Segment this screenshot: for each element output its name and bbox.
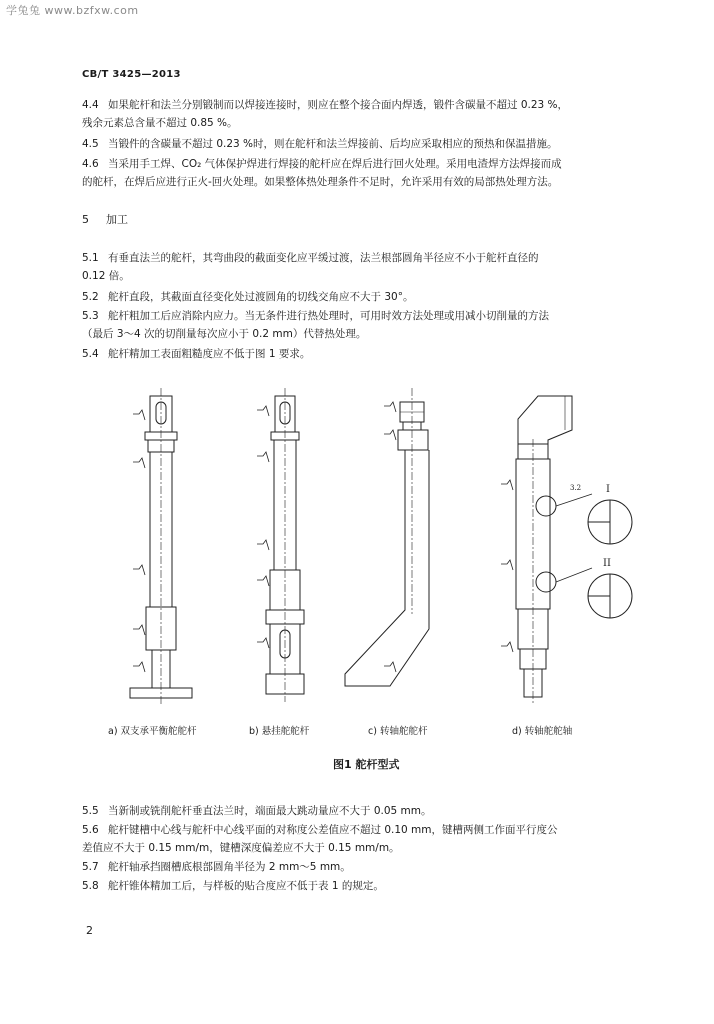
clause-text-cont: （最后 3～4 次的切削量每次应小于 0.2 mm）代替热处理。 [82, 327, 367, 340]
clause-text-cont: 的舵杆，在焊后应进行正火-回火处理。如果整体热处理条件不足时，允许采用有效的局部热处理方法。 [82, 175, 559, 188]
watermark: 学兔兔 www.bzfxw.com [6, 4, 139, 17]
clause-number: 5.6 [82, 824, 99, 836]
clause-5-7 [82, 859, 647, 877]
clause-text-cont: 差值应不大于 0.15 mm/m，键槽深度偏差应不大于 0.15 mm/m。 [82, 841, 400, 854]
stock-c-drawing [345, 388, 429, 686]
clause-5-5 [82, 803, 647, 821]
clause-text: 有垂直法兰的舵杆，其弯曲段的截面变化应平缓过渡，法兰根部圆角半径应不小于舵杆直径的 [108, 252, 539, 264]
clause-text: 当锻件的含碳量不超过 0.23 %时，则在舵杆和法兰焊接前、后均应采取相应的预热和保温措施。 [108, 138, 558, 150]
clause-5-1 [82, 250, 647, 285]
caption-c: c) 转轴舵舵杆 [368, 726, 428, 737]
clause-number: 5.4 [82, 348, 99, 360]
clause-text: 舵杆轴承挡圈槽底根部圆角半径为 2 mm～5 mm。 [108, 861, 351, 873]
clause-5-3 [82, 308, 647, 343]
clause-number: 5.3 [82, 310, 99, 322]
clause-text: 如果舵杆和法兰分别锻制而以焊接连接时，则应在整个接合面内焊透，锻件含碳量不超过 0.23 %， [108, 99, 569, 111]
caption-b: b) 悬挂舵舵杆 [249, 726, 310, 737]
clause-4-4 [82, 97, 647, 132]
stock-b-drawing [257, 388, 304, 702]
figure-rudder-stocks [100, 384, 660, 714]
stock-a-drawing [130, 388, 192, 704]
roughness-value: 3.2 [570, 484, 582, 492]
caption-a: a) 双支承平衡舵舵杆 [108, 726, 197, 737]
clause-number: 5.2 [82, 291, 99, 303]
clause-text: 舵杆锥体精加工后，与样板的贴合度应不低于表 1 的规定。 [108, 880, 384, 892]
clause-5-2 [82, 289, 647, 307]
section-heading [82, 211, 128, 227]
clause-number: 4.6 [82, 158, 99, 170]
clause-text-cont: 残余元素总含量不超过 0.85 %。 [82, 116, 238, 129]
section-number: 5 [82, 213, 89, 226]
stock-d-drawing [501, 396, 632, 704]
standard-number: CB/T 3425—2013 [82, 69, 181, 80]
clause-text: 当新制或铣削舵杆垂直法兰时，端面最大跳动量应不大于 0.05 mm。 [108, 805, 432, 817]
caption-d: d) 转轴舵舵轴 [512, 726, 573, 737]
clause-text: 当采用手工焊、CO₂ 气体保护焊进行焊接的舵杆应在焊后进行回火处理。采用电渣焊方法焊接而成 [108, 158, 562, 170]
clause-text-cont: 0.12 倍。 [82, 269, 130, 282]
section-title: 加工 [106, 213, 128, 226]
clause-5-4 [82, 346, 647, 364]
clause-text: 舵杆键槽中心线与舵杆中心线平面的对称度公差值应不超过 0.10 mm，键槽两侧工作面平行度公 [108, 824, 558, 836]
clause-text: 舵杆粗加工后应消除内应力。当无条件进行热处理时，可用时效方法处理或用减小切削量的方法 [108, 310, 549, 322]
detail-label-2: II [603, 558, 611, 569]
clause-text: 舵杆直段，其截面直径变化处过渡圆角的切线交角应不大于 30°。 [108, 291, 414, 303]
detail-label-1: I [606, 484, 610, 495]
clause-number: 5.7 [82, 861, 99, 873]
clause-5-6 [82, 822, 647, 857]
page-number: 2 [86, 924, 93, 937]
clause-number: 5.5 [82, 805, 99, 817]
clause-number: 4.5 [82, 138, 99, 150]
clause-text: 舵杆精加工表面粗糙度应不低于图 1 要求。 [108, 348, 311, 360]
clause-number: 5.1 [82, 252, 99, 264]
clause-5-8 [82, 878, 647, 896]
clause-4-6 [82, 156, 647, 191]
figure-title: 图1 舵杆型式 [333, 758, 400, 771]
clause-4-5 [82, 136, 647, 154]
clause-number: 4.4 [82, 99, 99, 111]
clause-number: 5.8 [82, 880, 99, 892]
